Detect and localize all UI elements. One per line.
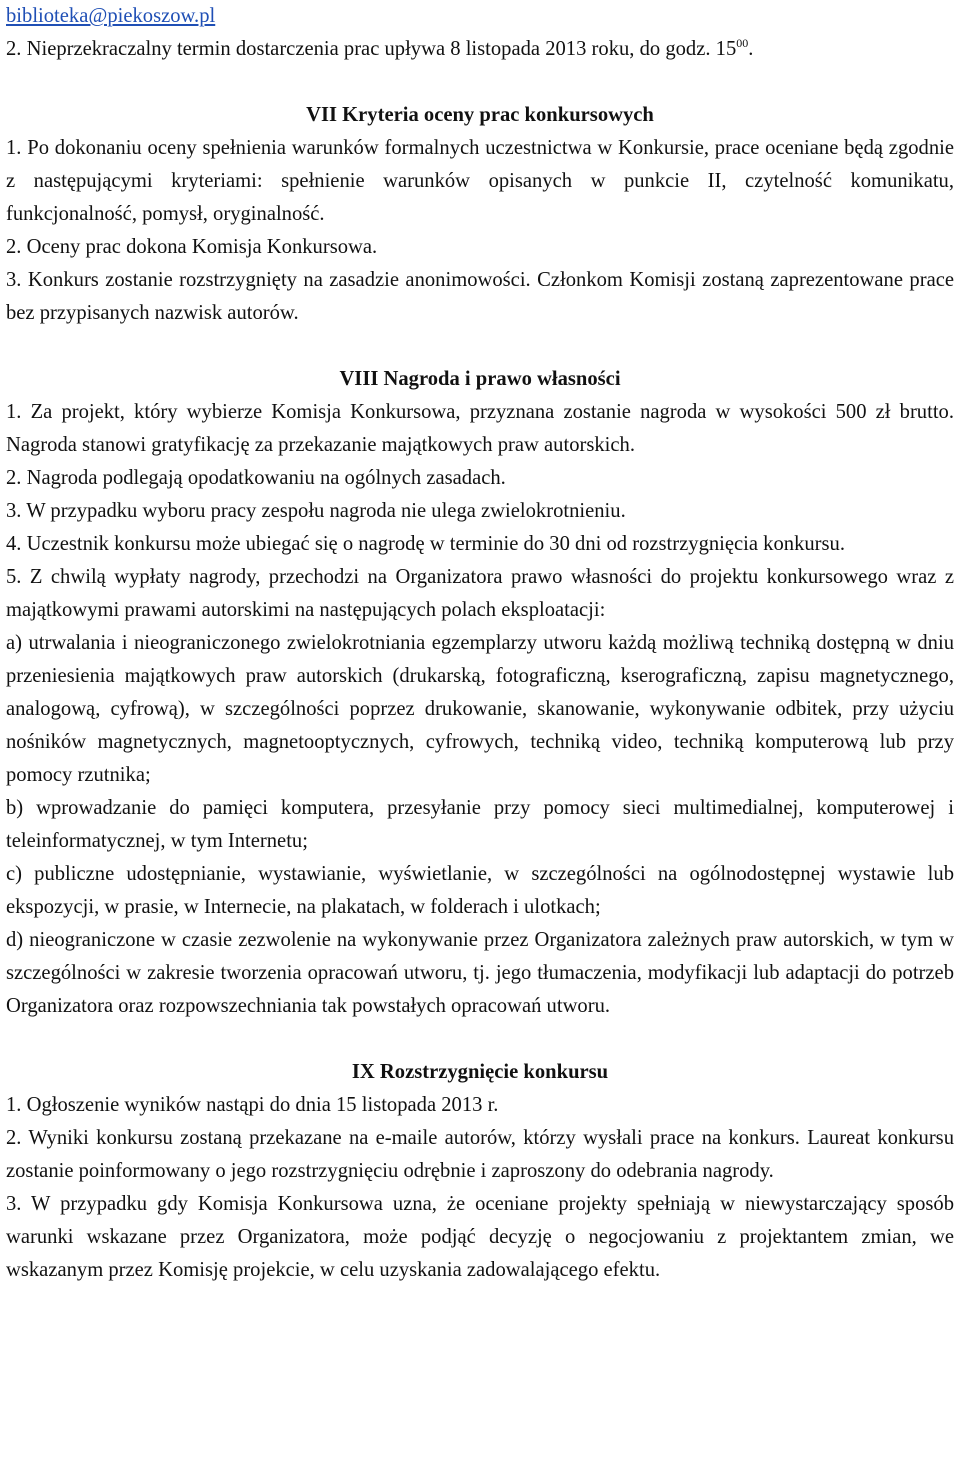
section-7-title: VII Kryteria oceny prac konkursowych bbox=[306, 104, 654, 126]
spacer bbox=[6, 330, 954, 363]
section-8-paragraph-4: 4. Uczestnik konkursu może ubiegać się o nagrodę w terminie do 30 dni od rozstrzygnięcia konkursu. bbox=[6, 533, 845, 555]
email-line bbox=[6, 0, 954, 33]
deadline-end: . bbox=[748, 38, 754, 60]
section-8-paragraph-1: 1. Za projekt, który wybierze Komisja Konkursowa, przyznana zostanie nagroda w wysokości 500 zł brutto. Nagroda stanowi gratyfikację za przekazanie majątkowych praw autorskich. bbox=[6, 401, 954, 456]
section-9-title: IX Rozstrzygnięcie konkursu bbox=[351, 1061, 609, 1083]
section-9-paragraph-2: 2. Wyniki konkursu zostaną przekazane na e-maile autorów, którzy wysłali prace na konkurs. Laureat konkursu zostanie poinformowany o jego rozstrzygnięciu odrębnie i zaproszony do odebrania nagrody. bbox=[6, 1127, 954, 1182]
section-7-paragraph-3: 3. Konkurs zostanie rozstrzygnięty na zasadzie anonimowości. Członkom Komisji zostaną zaprezentowane prace bez przypisanych nazwisk autorów. bbox=[6, 269, 954, 324]
spacer bbox=[6, 1023, 954, 1056]
section-8-item-c: c) publiczne udostępnianie, wystawianie, wyświetlanie, w szczególności na ogólnodostępnej wystawie lub ekspozycji, w prasie, w Internecie, na plakatach, w folderach i ulotkach; bbox=[6, 863, 954, 918]
deadline-paragraph bbox=[6, 33, 954, 66]
section-9-paragraph-3: 3. W przypadku gdy Komisja Konkursowa uzna, że oceniane projekty spełniają w niewystarczający sposób warunki wskazane przez Organizatora, może podjąć decyzję o negocjowaniu z projektantem zmian, we wskazanym przez Komisję projekcie, w celu uzyskania zadowalającego efektu. bbox=[6, 1193, 954, 1281]
section-7-paragraph-2: 2. Oceny prac dokona Komisja Konkursowa. bbox=[6, 236, 378, 258]
section-8-paragraph-2: 2. Nagroda podlegają opodatkowaniu na ogólnych zasadach. bbox=[6, 467, 506, 489]
section-7-paragraph-1: 1. Po dokonaniu oceny spełnienia warunków formalnych uczestnictwa w Konkursie, prace oceniane będą zgodnie z następującymi kryteriami: spełnienie warunków opisanych w punkcie II, czytelność komunikatu, funkcjonalność, pomysł, oryginalność. bbox=[6, 137, 954, 225]
section-8-item-d: d) nieograniczone w czasie zezwolenie na wykonywanie przez Organizatora zależnych praw autorskich, w tym w szczególności w zakresie tworzenia opracowań utworu, tj. jego tłumaczenia, modyfikacji lub adaptacji do potrzeb Organizatora oraz rozpowszechniania tak powstałych opracowań utworu. bbox=[6, 929, 954, 1017]
section-8-item-b: b) wprowadzanie do pamięci komputera, przesyłanie przy pomocy sieci multimedialnej, komputerowej i teleinformatycznej, w tym Internetu; bbox=[6, 797, 954, 852]
section-8-item-a: a) utrwalania i nieograniczonego zwielokrotniania egzemplarzy utworu każdą możliwą techniką dostępną w dniu przeniesienia majątkowych praw autorskich (drukarską, fotograficzną, kserograficzną, zapisu magnetycznego, analogową, cyfrową), w szczególności poprzez drukowanie, skanowanie, wykonywanie odbitek, przy użyciu nośników magnetycznych, magnetooptycznych, cyfrowych, techniką video, techniką komputerową lub przy pomocy rzutnika; bbox=[6, 632, 954, 786]
section-8-title: VIII Nagroda i prawo własności bbox=[339, 368, 621, 390]
section-8-paragraph-5: 5. Z chwilą wypłaty nagrody, przechodzi na Organizatora prawo własności do projektu konkursowego wraz z majątkowymi prawami autorskimi na następujących polach eksploatacji: bbox=[6, 566, 954, 621]
email-link[interactable]: biblioteka@piekoszow.pl bbox=[6, 5, 216, 27]
section-8-paragraph-3: 3. W przypadku wyboru pracy zespołu nagroda nie ulega zwielokrotnieniu. bbox=[6, 500, 626, 522]
spacer bbox=[6, 66, 954, 99]
section-9-paragraph-1: 1. Ogłoszenie wyników nastąpi do dnia 15 listopada 2013 r. bbox=[6, 1094, 499, 1116]
deadline-minutes: 00 bbox=[736, 36, 749, 51]
deadline-text: 2. Nieprzekraczalny termin dostarczenia prac upływa 8 listopada 2013 roku, do godz. 15 bbox=[6, 38, 737, 60]
